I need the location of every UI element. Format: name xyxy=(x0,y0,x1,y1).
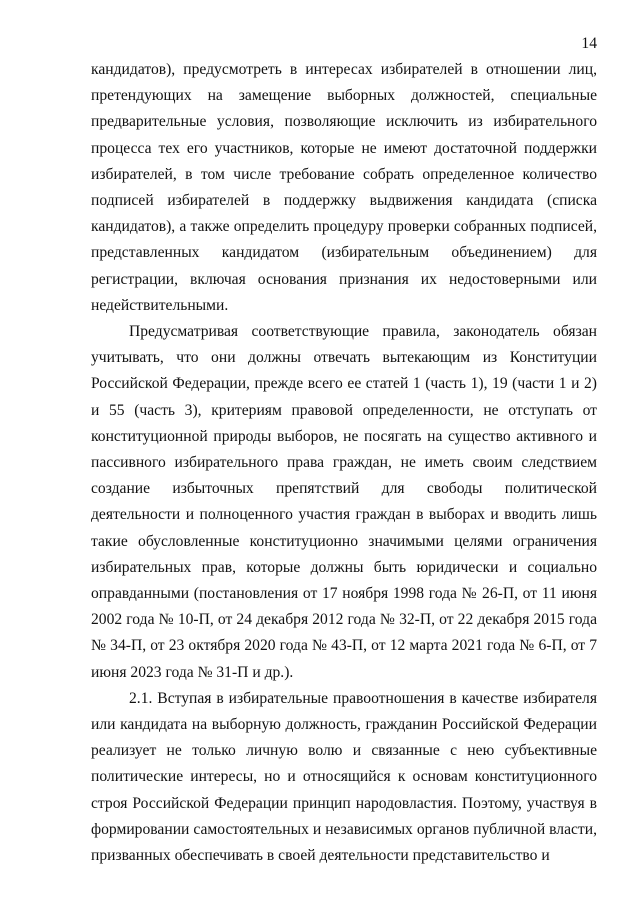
paragraph-1: кандидатов), предусмотреть в интересах избирателей в отношении лиц, претендующих на замещение выборных должностей, специальные предварительные условия, позволяющие исключить из избирательного процесса тех его участников, которые не имеют достаточной поддержки избирателей, в том числе требование собрать определенное количество подписей избирателей в поддержку выдвижения кандидата (списка кандидатов), а также определить процедуру проверки собранных подписей, представленных кандидатом (избирательным объединением) для регистрации, включая основания признания их недостоверными или недействительными. xyxy=(91,61,597,314)
document-body xyxy=(91,57,597,869)
page-number: 14 xyxy=(581,35,597,52)
paragraph-2: Предусматривая соответствующие правила, законодатель обязан учитывать, что они должны отвечать вытекающим из Конституции Российской Федерации, прежде всего ее статей 1 (часть 1), 19 (части 1 и 2) и 55 (часть 3), критериям правовой определенности, не отступать от конституционной природы выборов, не посягать на существо активного и пассивного избирательного права граждан, не иметь своим следствием создание избыточных препятствий для свободы политической деятельности и полноценного участия граждан в выборах и вводить лишь такие обусловленные конституционно значимыми целями ограничения избирательных прав, которые должны быть юридически и социально оправданными (постановления от 17 ноября 1998 года № 26-П, от 11 июня 2002 года № 10-П, от 24 декабря 2012 года № 32-П, от 22 декабря 2015 года № 34-П, от 23 октября 2020 года № 43-П, от 12 марта 2021 года № 6-П, от 7 июня 2023 года № 31-П и др.). xyxy=(91,323,597,681)
paragraph-3: 2.1. Вступая в избирательные правоотношения в качестве избирателя или кандидата на выборную должность, гражданин Российской Федерации реализует не только личную волю и связанные с нею субъективные политические интересы, но и относящийся к основам конституционного строя Российской Федерации принцип народовластия. Поэтому, участвуя в формировании самостоятельных и независимых органов публичной власти, призванных обеспечивать в своей деятельности представительство и xyxy=(91,689,597,865)
